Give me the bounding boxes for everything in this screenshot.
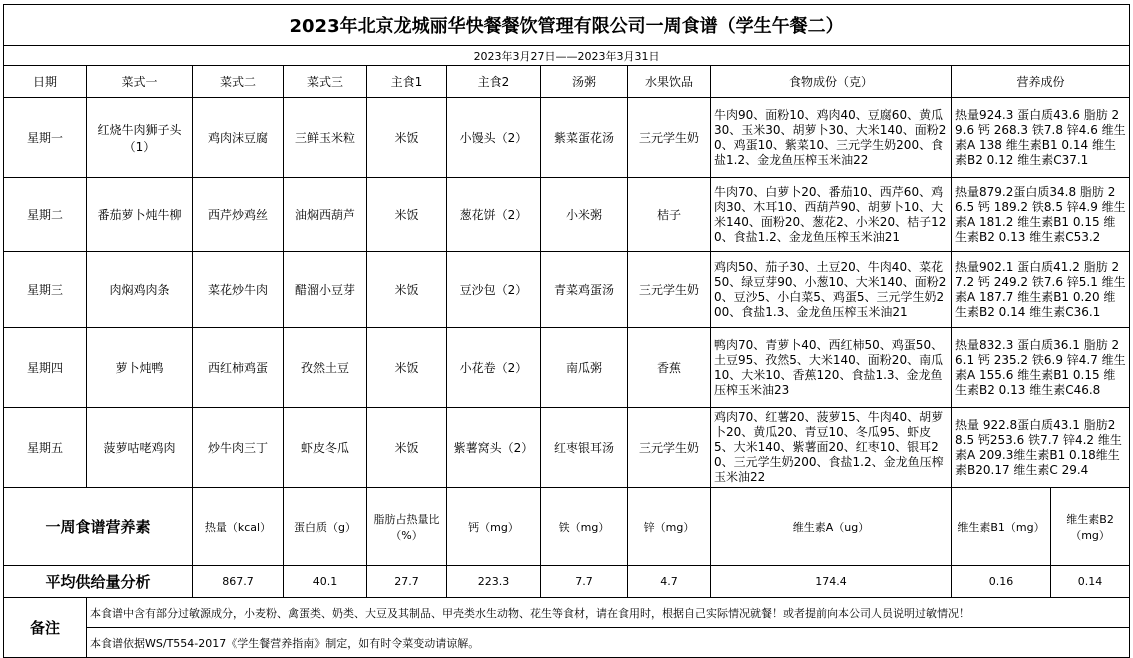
dish3-cell: 孜然土豆 bbox=[284, 328, 367, 408]
soup-cell: 南瓜粥 bbox=[541, 328, 628, 408]
header-fruit: 水果饮品 bbox=[628, 66, 711, 98]
dish1-cell: 番茄萝卜炖牛柳 bbox=[87, 178, 193, 252]
staple2-cell: 小花卷（2） bbox=[447, 328, 541, 408]
nutrition-cell: 热量879.2蛋白质34.8 脂肪 26.5 钙 189.2 铁8.5 锌4.9 维生素A 181.2 维生素B1 0.15 维生素B2 0.13 维生素C53.2 bbox=[952, 178, 1130, 252]
dish3-cell: 油焖西葫芦 bbox=[284, 178, 367, 252]
soup-cell: 小米粥 bbox=[541, 178, 628, 252]
nutrition-cell: 热量832.3 蛋白质36.1 脂肪 26.1 钙 235.2 铁6.9 锌4.7 维生素A 155.6 维生素B1 0.15 维生素B2 0.13 维生素C46.8 bbox=[952, 328, 1130, 408]
nutrient-header: 维生素B2（mg） bbox=[1051, 488, 1130, 566]
fruit-cell: 桔子 bbox=[628, 178, 711, 252]
header-nutrition: 营养成份 bbox=[952, 66, 1130, 98]
table-row bbox=[4, 98, 1130, 178]
ingredients-cell: 鸭肉70、青萝卜40、西红柿50、鸡蛋50、土豆95、孜然5、大米140、面粉20、南瓜10、大米10、香蕉120、食盐1.3、金龙鱼压榨玉米油23 bbox=[711, 328, 952, 408]
header-dish1: 菜式一 bbox=[87, 66, 193, 98]
notes-row bbox=[4, 628, 1130, 658]
day-cell: 星期一 bbox=[4, 98, 87, 178]
nutrient-value: 0.14 bbox=[1051, 566, 1130, 598]
ingredients-cell: 鸡肉70、红薯20、菠萝15、牛肉40、胡萝卜20、黄瓜20、青豆10、冬瓜95、虾皮5、大米140、紫薯面20、红枣10、银耳20、三元学生奶200、食盐1.2、金龙鱼压榨玉米油22 bbox=[711, 408, 952, 488]
nutrient-value: 4.7 bbox=[628, 566, 711, 598]
average-supply-label: 平均供给量分析 bbox=[4, 566, 193, 598]
staple1-cell: 米饭 bbox=[367, 98, 447, 178]
table-row bbox=[4, 328, 1130, 408]
nutrient-header: 维生素B1（mg） bbox=[952, 488, 1051, 566]
ingredients-cell: 牛肉70、白萝卜20、番茄10、西芹60、鸡肉30、木耳10、西葫芦90、胡萝卜10、大米140、面粉20、葱花2、小米20、桔子120、食盐1.2、金龙鱼压榨玉米油21 bbox=[711, 178, 952, 252]
nutrient-header: 维生素A（ug） bbox=[711, 488, 952, 566]
staple2-cell: 葱花饼（2） bbox=[447, 178, 541, 252]
nutrient-value: 7.7 bbox=[541, 566, 628, 598]
guideline-note: 本食谱依据WS/T554-2017《学生餐营养指南》制定，如有时令菜变动请谅解。 bbox=[87, 628, 1130, 658]
dish2-cell: 菜花炒牛肉 bbox=[193, 252, 284, 328]
nutrient-value: 867.7 bbox=[193, 566, 284, 598]
day-cell: 星期五 bbox=[4, 408, 87, 488]
notes-row bbox=[4, 598, 1130, 628]
day-cell: 星期四 bbox=[4, 328, 87, 408]
dish3-cell: 三鲜玉米粒 bbox=[284, 98, 367, 178]
dish2-cell: 西红柿鸡蛋 bbox=[193, 328, 284, 408]
weekly-nutrient-row bbox=[4, 488, 1130, 566]
dish3-cell: 醋溜小豆芽 bbox=[284, 252, 367, 328]
nutrient-header: 热量（kcal） bbox=[193, 488, 284, 566]
dish2-cell: 西芹炒鸡丝 bbox=[193, 178, 284, 252]
soup-cell: 紫菜蛋花汤 bbox=[541, 98, 628, 178]
table-row bbox=[4, 178, 1130, 252]
staple2-cell: 豆沙包（2） bbox=[447, 252, 541, 328]
nutrient-header: 脂肪占热量比（%） bbox=[367, 488, 447, 566]
staple2-cell: 小馒头（2） bbox=[447, 98, 541, 178]
weekly-nutrient-label: 一周食谱营养素 bbox=[4, 488, 193, 566]
header-soup: 汤粥 bbox=[541, 66, 628, 98]
dish1-cell: 萝卜炖鸭 bbox=[87, 328, 193, 408]
dish2-cell: 炒牛肉三丁 bbox=[193, 408, 284, 488]
soup-cell: 青菜鸡蛋汤 bbox=[541, 252, 628, 328]
nutrient-header: 钙（mg） bbox=[447, 488, 541, 566]
staple1-cell: 米饭 bbox=[367, 178, 447, 252]
allergen-note: 本食谱中含有部分过敏源成分，小麦粉、禽蛋类、奶类、大豆及其制品、甲壳类水生动物、花生等食材，请在食用时，根据自己实际情况就餐！或者提前向本公司人员说明过敏情况！ bbox=[87, 598, 1130, 628]
day-cell: 星期二 bbox=[4, 178, 87, 252]
nutrient-header: 铁（mg） bbox=[541, 488, 628, 566]
table-row bbox=[4, 408, 1130, 488]
ingredients-cell: 牛肉90、面粉10、鸡肉40、豆腐60、黄瓜30、玉米30、胡萝卜30、大米140、面粉20、鸡蛋10、紫菜10、三元学生奶200、食盐1.2、金龙鱼压榨玉米油22 bbox=[711, 98, 952, 178]
dish1-cell: 菠萝咕咾鸡肉 bbox=[87, 408, 193, 488]
staple1-cell: 米饭 bbox=[367, 328, 447, 408]
header-staple2: 主食2 bbox=[447, 66, 541, 98]
day-cell: 星期三 bbox=[4, 252, 87, 328]
nutrient-value: 40.1 bbox=[284, 566, 367, 598]
header-date: 日期 bbox=[4, 66, 87, 98]
fruit-cell: 三元学生奶 bbox=[628, 98, 711, 178]
fruit-cell: 香蕉 bbox=[628, 328, 711, 408]
dish1-cell: 红烧牛肉狮子头（1） bbox=[87, 98, 193, 178]
staple1-cell: 米饭 bbox=[367, 408, 447, 488]
soup-cell: 红枣银耳汤 bbox=[541, 408, 628, 488]
nutrient-value: 223.3 bbox=[447, 566, 541, 598]
staple2-cell: 紫薯窝头（2） bbox=[447, 408, 541, 488]
nutrition-cell: 热量902.1 蛋白质41.2 脂肪 27.2 钙 249.2 铁7.6 锌5.1 维生素A 187.7 维生素B1 0.20 维生素B2 0.14 维生素C36.1 bbox=[952, 252, 1130, 328]
nutrient-value: 0.16 bbox=[952, 566, 1051, 598]
staple1-cell: 米饭 bbox=[367, 252, 447, 328]
menu-table bbox=[3, 4, 1130, 658]
dish1-cell: 肉焖鸡肉条 bbox=[87, 252, 193, 328]
nutrient-header: 蛋白质（g） bbox=[284, 488, 367, 566]
nutrient-value: 27.7 bbox=[367, 566, 447, 598]
ingredients-cell: 鸡肉50、茄子30、土豆20、牛肉40、菜花50、绿豆芽90、小葱10、大米140、面粉20、豆沙5、小白菜5、鸡蛋5、三元学生奶200、食盐1.3、金龙鱼压榨玉米油21 bbox=[711, 252, 952, 328]
dish3-cell: 虾皮冬瓜 bbox=[284, 408, 367, 488]
nutrition-cell: 热量924.3 蛋白质43.6 脂肪 29.6 钙 268.3 铁7.8 锌4.6 维生素A 138 维生素B1 0.14 维生素B2 0.12 维生素C37.1 bbox=[952, 98, 1130, 178]
header-staple1: 主食1 bbox=[367, 66, 447, 98]
weekly-average-row bbox=[4, 566, 1130, 598]
fruit-cell: 三元学生奶 bbox=[628, 252, 711, 328]
nutrient-value: 174.4 bbox=[711, 566, 952, 598]
date-range: 2023年3月27日——2023年3月31日 bbox=[4, 46, 1130, 66]
header-row bbox=[4, 66, 1130, 98]
table-row bbox=[4, 252, 1130, 328]
page-title: 2023年北京龙城丽华快餐餐饮管理有限公司一周食谱（学生午餐二） bbox=[4, 5, 1130, 46]
header-dish3: 菜式三 bbox=[284, 66, 367, 98]
header-ingredients: 食物成份（克） bbox=[711, 66, 952, 98]
notes-label: 备注 bbox=[4, 598, 87, 658]
nutrient-header: 锌（mg） bbox=[628, 488, 711, 566]
nutrition-cell: 热量 922.8蛋白质43.1 脂肪28.5 钙253.6 铁7.7 锌4.2 维生素A 209.3维生素B1 0.18维生素B20.17 维生素C 29.4 bbox=[952, 408, 1130, 488]
dish2-cell: 鸡肉沫豆腐 bbox=[193, 98, 284, 178]
fruit-cell: 三元学生奶 bbox=[628, 408, 711, 488]
header-dish2: 菜式二 bbox=[193, 66, 284, 98]
